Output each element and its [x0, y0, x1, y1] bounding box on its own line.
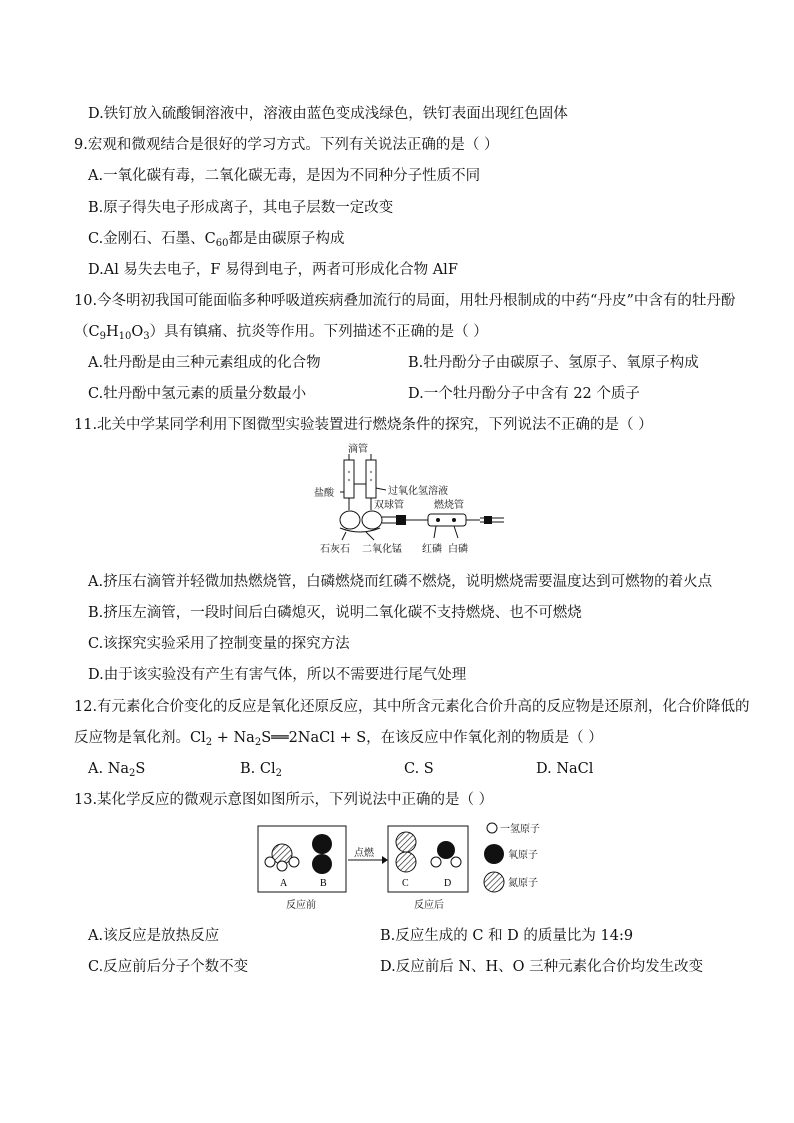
- q11-option-b: B.挤压左滴管，一段时间后白磷熄灭，说明二氧化碳不支持燃烧、也不可燃烧: [88, 605, 582, 621]
- label-d: D: [444, 878, 452, 889]
- q12-option-c: C. S: [404, 761, 434, 777]
- q11-option-d: D.由于该实验没有产生有害气体，所以不需要进行尾气处理: [88, 667, 467, 683]
- q12-stem-line1: 12.有元素化合价变化的反应是氧化还原反应，其中所含元素化合价升高的反应物是还原剂，化合价降低的: [74, 699, 750, 715]
- label-b: B: [320, 878, 327, 889]
- legend-o-symbol: [484, 844, 504, 864]
- legend-n: 氮原子: [508, 878, 538, 889]
- q9-option-c: C.金刚石、石墨、$C_{60}$都是由碳原子构成: [88, 231, 345, 249]
- connector: [396, 515, 406, 525]
- q13-stem: 13.某化学反应的微观示意图如图所示，下列说法中正确的是（ ）: [74, 792, 494, 808]
- q11-apparatus-figure: [310, 440, 510, 558]
- legend-h-symbol: [487, 823, 497, 833]
- bulb-right: [362, 511, 382, 529]
- q13-option-a: A.该反应是放热反应: [88, 928, 220, 944]
- label-h2o2: 过氧化氢溶液: [388, 486, 448, 497]
- label-ignite: 点燃: [354, 848, 374, 859]
- q12-stem-line2: 反应物是氧化剂。$Cl_2$ + $Na_2S══2NaCl + S$，在该反应中作氧化剂的物质是（ ）: [74, 730, 603, 748]
- label-before: 反应前: [286, 900, 316, 911]
- label-mno2: 二氧化锰: [362, 544, 402, 555]
- q11-stem: 11.北关中学某同学利用下图微型实验装置进行燃烧条件的探究，下列说法不正确的是（ ）: [74, 417, 653, 433]
- q10-option-d: D.一个牡丹酚分子中含有 22 个质子: [408, 386, 640, 402]
- bulb-left: [340, 511, 360, 529]
- q10-stem-line2: $(C_9H_{10}O_3)$具有镇痛、抗炎等作用。下列描述不正确的是（ ）: [74, 324, 488, 342]
- label-limestone: 石灰石: [320, 544, 350, 555]
- label-dropper: 滴管: [348, 444, 368, 455]
- q8-option-d: D.铁钉放入硫酸铜溶液中，溶液由蓝色变成浅绿色，铁钉表面出现红色固体: [88, 106, 568, 122]
- q9-stem: 9.宏观和微观结合是很好的学习方式。下列有关说法正确的是（ ）: [74, 137, 499, 153]
- q10-option-a: A.牡丹酚是由三种元素组成的化合物: [88, 355, 321, 371]
- burn-tube: [428, 514, 466, 526]
- label-a: A: [280, 878, 288, 889]
- label-hcl: 盐酸: [314, 488, 334, 499]
- label-red-p: 红磷: [422, 544, 442, 555]
- q12-option-b: B. $Cl_2$: [240, 761, 282, 779]
- label-white-p: 白磷: [448, 544, 468, 555]
- q10-option-c: C.牡丹酚中氢元素的质量分数最小: [88, 386, 307, 402]
- q11-option-a: A.挤压右滴管并轻微加热燃烧管，白磷燃烧而红磷不燃烧，说明燃烧需要温度达到可燃物的着火点: [88, 574, 713, 590]
- label-double-bulb: 双球管: [374, 500, 404, 511]
- q9-option-a: A.一氧化碳有毒，二氧化碳无毒，是因为不同种分子性质不同: [88, 168, 481, 184]
- legend-o: 氧原子: [508, 850, 538, 861]
- q12-option-a: A. $Na_2S$: [88, 761, 146, 779]
- label-after: 反应后: [414, 900, 444, 911]
- q13-reaction-figure: [256, 822, 556, 914]
- molecule-d-o: [437, 841, 455, 859]
- q9-option-d: D.Al 易失去电子，F 易得到电子，两者可形成化合物 AlF: [88, 262, 458, 278]
- label-c: C: [402, 878, 409, 889]
- legend-h: 一氢原子: [500, 824, 540, 835]
- q12-option-d: D. NaCl: [536, 761, 594, 777]
- molecule-c-n: [396, 832, 416, 852]
- q10-stem-line1: 10.今冬明初我国可能面临多种呼吸道疾病叠加流行的局面，用牡丹根制成的中药“丹皮”中含有的牡丹酚: [74, 293, 736, 309]
- q9-option-b: B.原子得失电子形成离子，其电子层数一定改变: [88, 200, 394, 216]
- q13-option-b: B.反应生成的 C 和 D 的质量比为 14:9: [380, 928, 634, 944]
- legend-n-symbol: [484, 872, 504, 892]
- q10-option-b: B.牡丹酚分子由碳原子、氢原子、氧原子构成: [408, 355, 699, 371]
- label-burn-tube: 燃烧管: [434, 500, 464, 511]
- q11-option-c: C.该探究实验采用了控制变量的探究方法: [88, 636, 350, 652]
- molecule-b-o: [312, 834, 332, 854]
- q13-option-c: C.反应前后分子个数不变: [88, 959, 249, 975]
- q13-option-d: D.反应前后 N、H、O 三种元素化合价均发生改变: [380, 959, 704, 975]
